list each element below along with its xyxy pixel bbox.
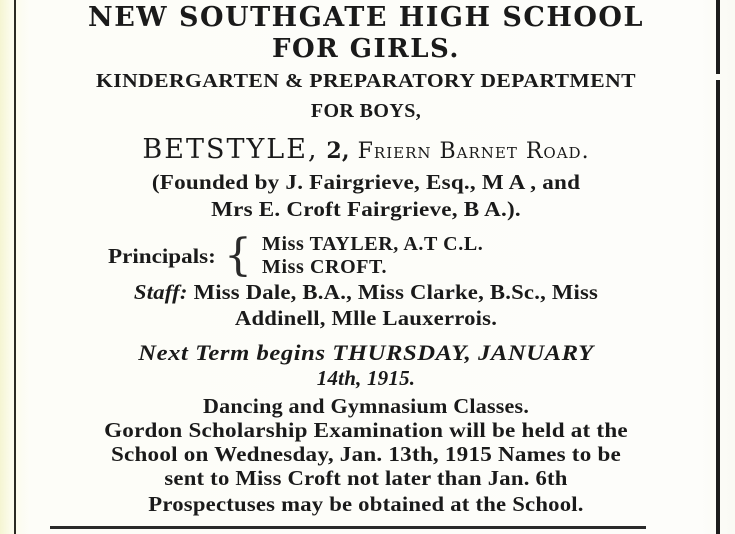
next-term-date: 14th, 1915. bbox=[316, 366, 416, 390]
house-number: 2, bbox=[326, 138, 350, 164]
curly-brace-icon: { bbox=[224, 230, 252, 281]
founders-line: (Founded by J. Fairgrieve, Esq., M A , and bbox=[151, 170, 581, 194]
staff-names: Miss Dale, B.A., Miss Clarke, B.Sc., Miss bbox=[193, 280, 599, 304]
department-subheading: KINDERGARTEN & PREPARATORY DEPARTMENT bbox=[96, 70, 636, 92]
principals-label: Principals: bbox=[108, 243, 216, 268]
staff-line-continued: Addinell, Mlle Lauxerrois. bbox=[234, 306, 498, 330]
bottom-divider-rule bbox=[50, 526, 646, 529]
principal-name: Miss TAYLER, A.T C.L. bbox=[262, 233, 484, 255]
department-subheading-continued: FOR BOYS, bbox=[310, 100, 422, 122]
street-name: Friern Barnet Road. bbox=[357, 139, 590, 164]
scholarship-notice: Gordon Scholarship Examination will be held at the bbox=[104, 418, 628, 442]
scholarship-notice-continued: School on Wednesday, Jan. 13th, 1915 Names to be bbox=[110, 442, 622, 466]
house-name: BETSTYLE, bbox=[142, 134, 319, 165]
classes-notice: Dancing and Gymnasium Classes. bbox=[202, 394, 530, 418]
prospectuses-notice: Prospectuses may be obtained at the School. bbox=[148, 492, 584, 516]
next-term-notice: Next Term begins THURSDAY, JANUARY bbox=[138, 340, 594, 365]
school-name-heading: NEW SOUTHGATE HIGH SCHOOL bbox=[88, 2, 644, 33]
principals-block bbox=[108, 232, 483, 280]
principal-name: Miss CROFT. bbox=[262, 256, 388, 278]
staff-line bbox=[0, 280, 735, 305]
school-name-heading-continued: FOR GIRLS. bbox=[272, 34, 460, 64]
founders-line-continued: Mrs E. Croft Fairgrieve, B A.). bbox=[211, 197, 521, 221]
school-address bbox=[16, 134, 716, 165]
staff-label: Staff: bbox=[133, 280, 188, 304]
scholarship-notice-deadline: sent to Miss Croft not later than Jan. 6th bbox=[164, 466, 568, 490]
principals-names bbox=[262, 233, 483, 279]
